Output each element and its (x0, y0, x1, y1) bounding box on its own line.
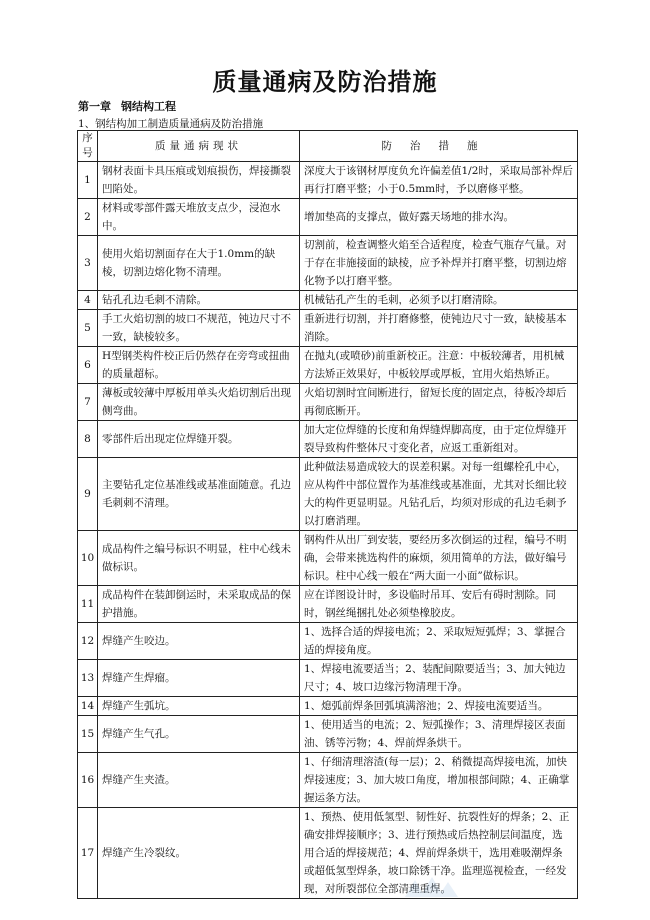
row-number: 4 (78, 291, 98, 310)
row-measure: 1、预热、使用低氢型、韧性好、抗裂性好的焊条；2、正确安排焊接顺序；3、进行预热或后热控制层间温度，选用合适的焊接规范；4、焊前焊条烘干，选用难吸潮焊条或超低氢型焊条，坡口除锈干净。监理巡视检查，一经发现，对所裂部位全部清理重焊。 (300, 808, 578, 899)
table-row (78, 716, 578, 753)
page-title: 质量通病及防治措施 (212, 67, 438, 96)
row-measure: 1、选择合适的焊接电流；2、采取短短弧焊；3、掌握合适的焊接角度。 (300, 623, 578, 660)
section-heading: 1、钢结构加工制造质量通病及防治措施 (78, 118, 264, 130)
row-number: 1 (78, 162, 98, 199)
row-problem: 钢材表面卡具压痕或划痕损伤，焊接撕裂凹陷处。 (98, 162, 300, 199)
table-row (78, 310, 578, 347)
row-problem: 焊缝产生弧坑。 (98, 697, 300, 716)
table-row (78, 384, 578, 421)
row-problem: 主要钻孔定位基准线或基准面随意。孔边毛刺刺不清理。 (98, 458, 300, 531)
row-number: 5 (78, 310, 98, 347)
table-row (78, 162, 578, 199)
row-problem: 焊缝产生冷裂纹。 (98, 808, 300, 899)
row-number: 15 (78, 716, 98, 753)
row-problem: H型钢类构件校正后仍然存在旁弯或扭曲的质量超标。 (98, 347, 300, 384)
row-number: 13 (78, 660, 98, 697)
row-measure: 应在详图设计时，多设临时吊耳、安后有碍时割除。同时，钢丝绳捆扎处必须垫橡胶皮。 (300, 586, 578, 623)
header-measure: 防治措施 (300, 131, 578, 162)
row-number: 17 (78, 808, 98, 899)
row-number: 16 (78, 753, 98, 808)
chapter-heading (78, 98, 176, 114)
table-row (78, 623, 578, 660)
row-problem: 使用火焰切割面存在大于1.0mm的缺棱，切割边熔化物不清理。 (98, 236, 300, 291)
table-row (78, 199, 578, 236)
row-measure: 重新进行切割，并打磨修整，使钝边尺寸一致，缺棱基本消除。 (300, 310, 578, 347)
table-row (78, 586, 578, 623)
row-measure: 1、仔细清理溶渣(每一层)；2、稍微提高焊接电流，加快焊接速度；3、加大坡口角度，增加根部间隙；4、正确掌握运条方法。 (300, 753, 578, 808)
row-measure: 钢构件从出厂到安装，要经历多次倒运的过程，编号不明确，会带来挑选构件的麻烦，须用简单的方法，做好编号标识。柱中心线一般在“两大面一小面”做标识。 (300, 531, 578, 586)
row-problem: 手工火焰切割的坡口不规范，钝边尺寸不一致，缺棱较多。 (98, 310, 300, 347)
row-number: 3 (78, 236, 98, 291)
row-problem: 焊缝产生夹渣。 (98, 753, 300, 808)
row-measure: 此种做法易造成较大的误差积累。对每一组螺栓孔中心，应从构件中部位置作为基准线或基准面，尤其对长细比较大的构件更显明显。凡钻孔后，均须对形成的孔边毛刺予以打磨消理。 (300, 458, 578, 531)
row-measure: 在抛丸(或喷砂)前重新校正。注意：中板较薄者，用机械方法矫正效果好，中板较厚或厚板，宜用火焰热矫正。 (300, 347, 578, 384)
row-problem: 焊缝产生焊瘤。 (98, 660, 300, 697)
row-measure: 深度大于该钢材厚度负允许偏差值1/2时，采取局部补焊后再行打磨平整；小于0.5mm时，予以磨修平整。 (300, 162, 578, 199)
table-row (78, 531, 578, 586)
header-number: 序号 (78, 131, 98, 162)
row-measure: 机械钻孔产生的毛刺，必须予以打磨清除。 (300, 291, 578, 310)
table-row (78, 458, 578, 531)
row-problem: 成品构件之编号标识不明显，柱中心线未做标识。 (98, 531, 300, 586)
row-problem: 零部件后出现定位焊缝开裂。 (98, 421, 300, 458)
row-number: 12 (78, 623, 98, 660)
row-problem: 材料或零部件露天堆放支点少，浸泡水中。 (98, 199, 300, 236)
row-problem: 焊缝产生咬边。 (98, 623, 300, 660)
table-row (78, 421, 578, 458)
row-number: 7 (78, 384, 98, 421)
row-problem: 焊缝产生气孔。 (98, 716, 300, 753)
table-row (78, 697, 578, 716)
table-row (78, 347, 578, 384)
header-problem: 质量通病现状 (98, 131, 300, 162)
row-measure: 1、焊接电流要适当；2、装配间隙要适当；3、加大钝边尺寸；4、坡口边缘污物清理干净。 (300, 660, 578, 697)
table-row (78, 660, 578, 697)
row-problem: 钻孔孔边毛刺不清除。 (98, 291, 300, 310)
row-measure: 火焰切割时宜间断进行，留短长度的固定点，待板冷却后再彻底断开。 (300, 384, 578, 421)
row-measure: 1、熄弧前焊条回弧填满溶池；2、焊接电流要适当。 (300, 697, 578, 716)
row-number: 6 (78, 347, 98, 384)
row-number: 9 (78, 458, 98, 531)
watermark-logo (400, 872, 460, 902)
row-measure: 1、使用适当的电流；2、短弧操作；3、清理焊接区表面油、锈等污物；4、焊前焊条烘干。 (300, 716, 578, 753)
row-number: 11 (78, 586, 98, 623)
row-measure: 切割前，检查调整火焰至合适程度，检查气瓶存气量。对于存在非施接面的缺棱，应予补焊并打磨平整，切割边熔化物予以打磨平整。 (300, 236, 578, 291)
chapter-number: 第一章 (78, 100, 111, 113)
quality-table (77, 130, 578, 899)
row-number: 10 (78, 531, 98, 586)
table-row (78, 236, 578, 291)
row-measure: 增加垫高的支撑点，做好露天场地的排水沟。 (300, 199, 578, 236)
row-number: 8 (78, 421, 98, 458)
chapter-name: 钢结构工程 (121, 100, 176, 113)
table-row (78, 808, 578, 899)
row-measure: 加大定位焊缝的长度和角焊缝焊脚高度，由于定位焊缝开裂导致构件整体尺寸变化者，应返工重新组对。 (300, 421, 578, 458)
row-problem: 薄板或较薄中厚板用单头火焰切割后出现侧弯曲。 (98, 384, 300, 421)
row-problem: 成品构件在装卸倒运时，未采取成品的保护措施。 (98, 586, 300, 623)
table-row (78, 753, 578, 808)
row-number: 14 (78, 697, 98, 716)
table-row (78, 291, 578, 310)
table-header-row (78, 131, 578, 162)
row-number: 2 (78, 199, 98, 236)
